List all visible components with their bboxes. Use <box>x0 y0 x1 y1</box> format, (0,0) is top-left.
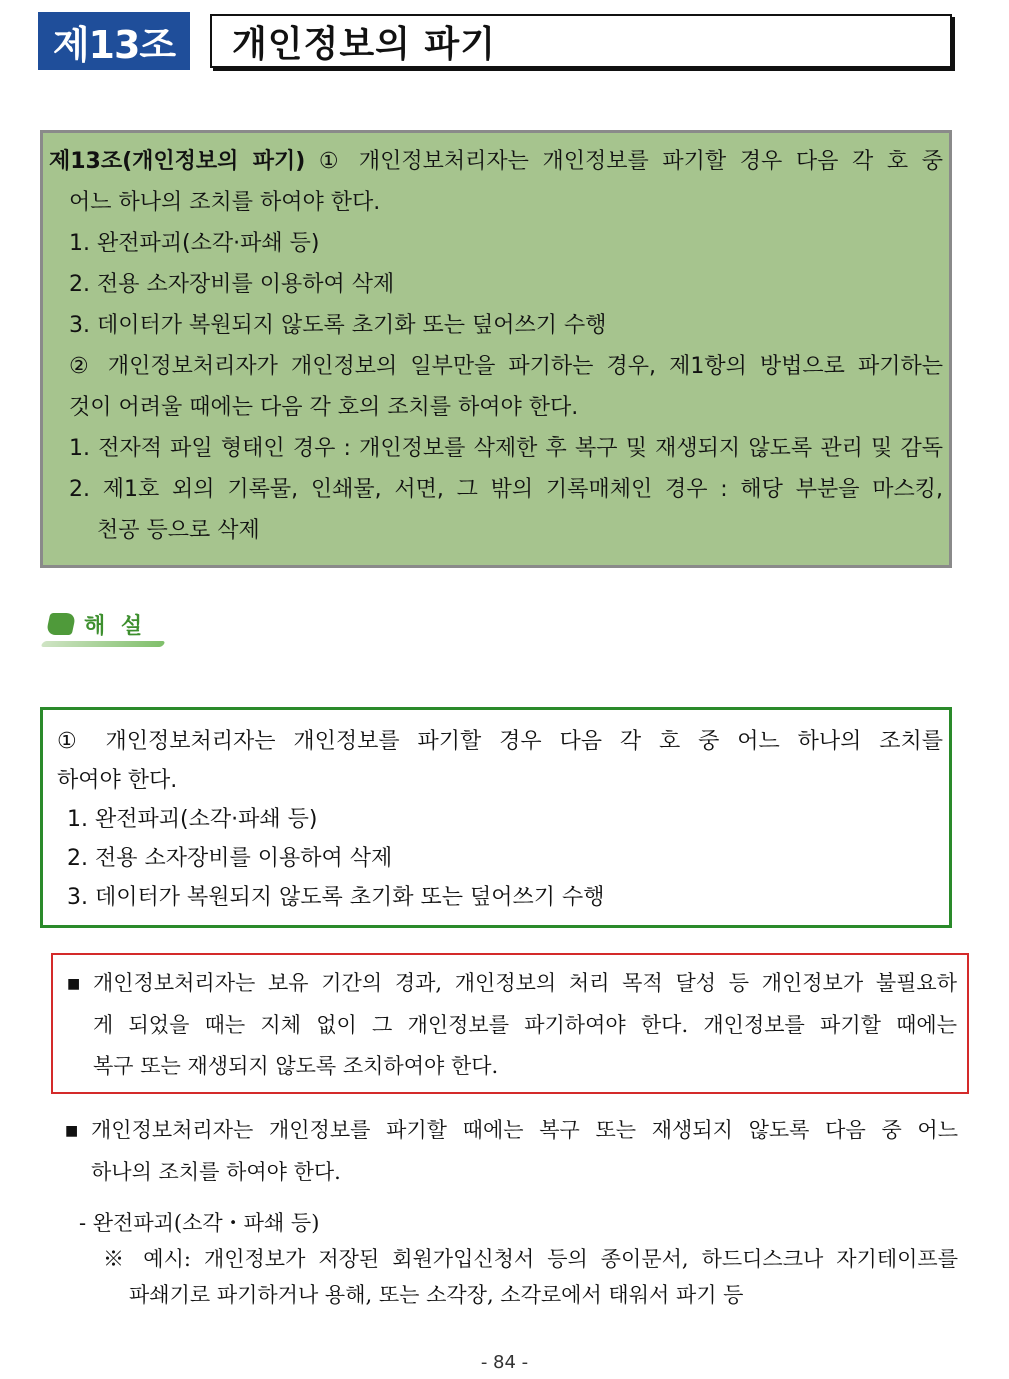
summary-item-1: 1. 완전파괴(소각·파쇄 등) <box>67 807 318 832</box>
body-example-line2: 파쇄기로 파기하거나 용해, 또는 소각장, 소각로에서 태워서 파기 등 <box>129 1283 744 1307</box>
commentary-section-tag <box>40 605 170 651</box>
law-item2-1: 1. 전자적 파일 형태인 경우 : 개인정보를 삭제한 후 복구 및 재생되지 않도록 관리 및 감독 <box>69 436 943 461</box>
highlight-line2: 게 되었을 때는 지체 없이 그 개인정보를 파기하여야 한다. 개인정보를 파기할 때에는 <box>93 1013 957 1037</box>
law-item2-2: 2. 제1호 외의 기록물, 인쇄물, 서면, 그 밖의 기록매체인 경우 : 해당 부분을 마스킹, <box>69 477 943 502</box>
summary-line2: 하여야 한다. <box>57 768 178 793</box>
law-text-box <box>40 130 952 568</box>
body-example-line1: ※ 예시: 개인정보가 저장된 회원가입신청서 등의 종이문서, 하드디스크나 자기테이프를 <box>103 1247 958 1271</box>
article-title-box <box>210 14 952 68</box>
summary-item-2: 2. 전용 소자장비를 이용하여 삭제 <box>67 846 393 871</box>
summary-box <box>40 707 952 928</box>
commentary-label: 해 설 <box>84 614 147 639</box>
body-section <box>65 1110 958 1313</box>
summary-item-3: 3. 데이터가 복원되지 않도록 초기화 또는 덮어쓰기 수행 <box>67 885 605 910</box>
summary-line1: ① 개인정보처리자는 개인정보를 파기할 경우 다음 각 호 중 어느 하나의 조치를 <box>57 729 943 754</box>
swoosh-decoration <box>40 641 165 647</box>
page-number: - 84 - <box>480 1352 529 1373</box>
body-line1 <box>65 1110 958 1152</box>
highlight-box <box>51 953 969 1094</box>
body-line1-text: 개인정보처리자는 개인정보를 파기할 때에는 복구 또는 재생되지 않도록 다음 중 어느 <box>91 1118 958 1142</box>
law-para2-first: ② 개인정보처리자가 개인정보의 일부만을 파기하는 경우, 제1항의 방법으로 파기하는 <box>69 354 943 379</box>
square-bullet-icon: ■ <box>67 976 81 992</box>
body-line2: 하나의 조치를 하여야 한다. <box>91 1160 341 1184</box>
square-bullet-icon: ■ <box>65 1123 79 1139</box>
law-para1-text: ① 개인정보처리자는 개인정보를 파기할 경우 다음 각 호 중 <box>318 149 943 174</box>
highlight-line3: 복구 또는 재생되지 않도록 조치하여야 한다. <box>93 1054 499 1078</box>
law-item1-2: 2. 전용 소자장비를 이용하여 삭제 <box>69 272 395 297</box>
law-para1-cont: 어느 하나의 조치를 하여야 한다. <box>69 190 381 215</box>
law-item1-1: 1. 완전파괴(소각·파쇄 등) <box>69 231 320 256</box>
leaf-icon <box>46 613 77 635</box>
law-heading: 제13조(개인정보의 파기) <box>49 149 306 174</box>
highlight-line1-text: 개인정보처리자는 보유 기간의 경과, 개인정보의 처리 목적 달성 등 개인정보가 불필요하 <box>93 971 957 995</box>
highlight-line1 <box>67 963 957 1005</box>
article-number-badge: 제13조 <box>38 12 190 70</box>
law-para2-cont: 것이 어려울 때에는 다음 각 호의 조치를 하여야 한다. <box>69 395 579 420</box>
law-item1-3: 3. 데이터가 복원되지 않도록 초기화 또는 덮어쓰기 수행 <box>69 313 607 338</box>
article-title: 개인정보의 파기 <box>232 23 496 65</box>
body-dash-item: - 완전파괴(소각・파쇄 등) <box>79 1211 320 1235</box>
law-item2-2-cont: 천공 등으로 삭제 <box>97 518 260 543</box>
law-para1-first-line <box>49 141 943 182</box>
